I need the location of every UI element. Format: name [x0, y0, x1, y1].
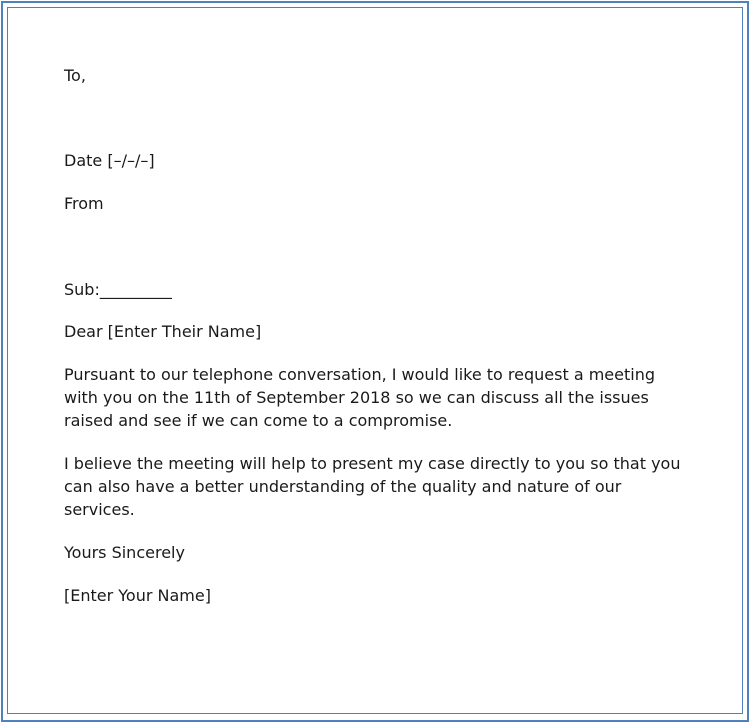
signature-placeholder: [Enter Your Name]	[64, 586, 211, 605]
paragraph-1	[64, 363, 704, 432]
date-line: Date [–/–/–]	[64, 151, 155, 170]
closing: Yours Sincerely	[64, 543, 185, 562]
paragraph-2-line: I believe the meeting will help to present my case directly to you so that you	[64, 454, 681, 473]
paragraph-2	[64, 452, 704, 521]
paragraph-2-line: can also have a better understanding of the quality and nature of our	[64, 477, 622, 496]
subject-line: Sub:_________	[64, 280, 172, 299]
salutation: Dear [Enter Their Name]	[64, 322, 262, 341]
paragraph-2-line: services.	[64, 500, 135, 519]
paragraph-1-line: Pursuant to our telephone conversation, I would like to request a meeting	[64, 365, 656, 384]
recipient-line: To,	[64, 66, 86, 85]
page-border-inner	[7, 7, 743, 714]
paragraph-1-line: with you on the 11th of September 2018 so we can discuss all the issues	[64, 388, 649, 407]
sender-line: From	[64, 194, 104, 213]
paragraph-1-line: raised and see if we can come to a compromise.	[64, 411, 453, 430]
